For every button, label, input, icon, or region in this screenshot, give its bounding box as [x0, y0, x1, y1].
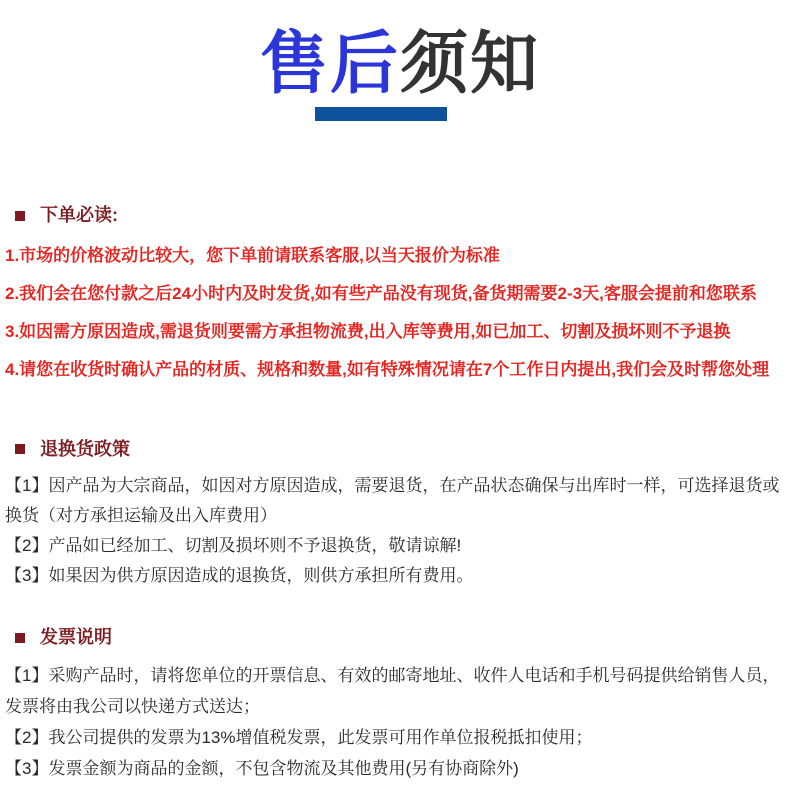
square-bullet-icon	[15, 444, 25, 454]
section-title: 退换货政策	[40, 438, 130, 459]
invoice-item: 【2】我公司提供的发票为13%增值税发票，此发票可用作单位报税抵扣使用；	[5, 727, 593, 747]
title-block	[0, 0, 800, 121]
section-title: 发票说明	[40, 627, 112, 648]
section-return-policy	[0, 439, 800, 592]
page-title	[0, 26, 800, 102]
section-return-heading	[15, 439, 795, 461]
section-order-heading	[15, 205, 795, 227]
invoice-item: 【3】发票金额为商品的金额，不包含物流及其他费用(另有协商除外)	[5, 758, 519, 778]
policy-item: 【1】因产品为大宗商品，如因对方原因造成，需要退货，在产品状态确保与出库时一样，可选择退货或换货（对方承担运输及出入库费用）	[5, 476, 780, 526]
warning-line: 1.市场的价格波动比较大，您下单前请联系客服,以当天报价为标准	[5, 245, 500, 265]
section-invoice-heading	[15, 627, 795, 649]
warning-line: 3.如因需方原因造成,需退货则要需方承担物流费,出入库等费用,如已加工、切割及损坏则不予退换	[5, 321, 731, 341]
page-title-rest: 须知	[400, 26, 541, 102]
warning-line: 4.请您在收货时确认产品的材质、规格和数量,如有特殊情况请在7个工作日内提出,我们会及时帮您处理	[5, 359, 770, 379]
title-underline-bar	[315, 107, 447, 121]
warning-line: 2.我们会在您付款之后24小时内及时发货,如有些产品没有现货,备货期需要2-3天,客服会提前和您联系	[5, 283, 757, 303]
invoice-notes-list	[5, 660, 795, 784]
policy-item: 【2】产品如已经加工、切割及损坏则不予退换货，敬请谅解!	[5, 536, 462, 556]
invoice-item: 【1】采购产品时，请将您单位的开票信息、有效的邮寄地址、收件人电话和手机号码提供给销售人员，发票将由我公司以快递方式送达；	[5, 665, 780, 716]
square-bullet-icon	[15, 633, 25, 643]
page-title-highlight: 售后	[259, 26, 400, 102]
square-bullet-icon	[15, 211, 25, 221]
section-order-notes	[0, 205, 800, 389]
section-invoice-notes	[0, 627, 800, 784]
policy-item: 【3】如果因为供方原因造成的退换货，则供方承担所有费用。	[5, 566, 474, 586]
section-title: 下单必读:	[40, 205, 118, 225]
return-policy-list	[5, 471, 795, 591]
order-warning-list	[5, 237, 795, 389]
